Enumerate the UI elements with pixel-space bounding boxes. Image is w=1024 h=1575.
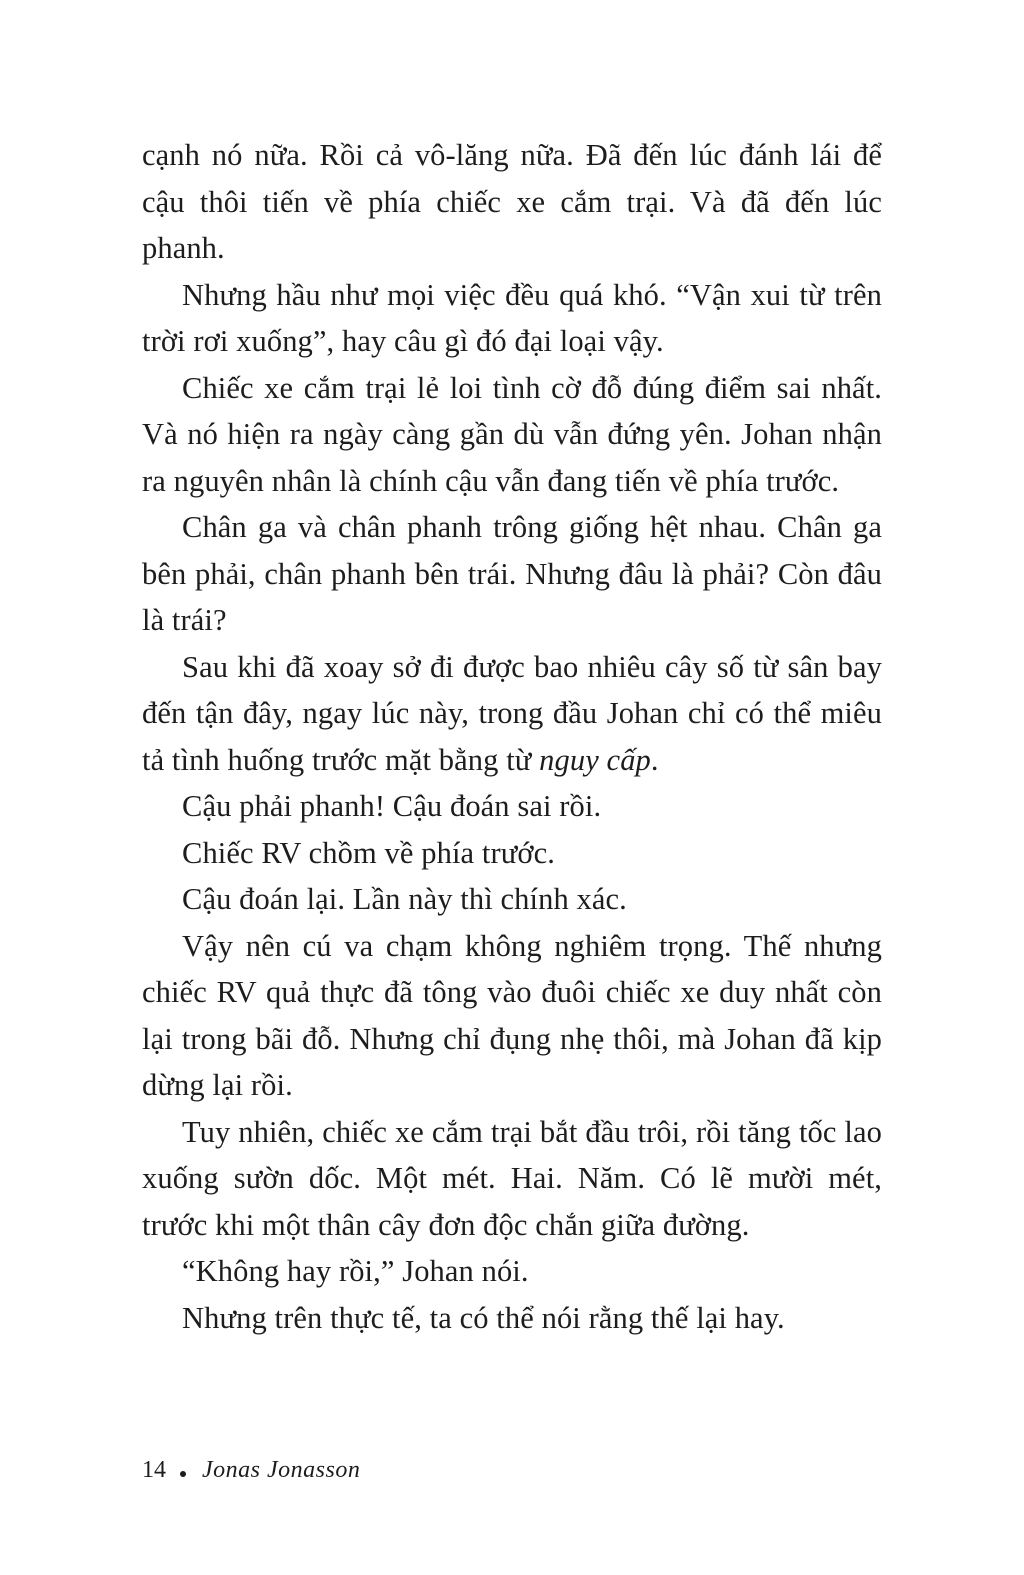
- page-footer: [142, 1452, 360, 1488]
- bullet-separator-icon: [180, 1471, 186, 1477]
- paragraph: Chiếc RV chồm về phía trước.: [182, 835, 555, 870]
- paragraph: Cậu phải phanh! Cậu đoán sai rồi.: [182, 789, 602, 823]
- paragraph: Cậu đoán lại. Lần này thì chính xác.: [182, 882, 627, 916]
- emphasis-text: nguy cấp: [539, 742, 651, 777]
- paragraph: cạnh nó nữa. Rồi cả vô-lăng nữa. Đã đến lúc đánh lái để cậu thôi tiến về phía chiếc xe cắm trại. Và đã đến lúc phanh.: [142, 138, 882, 265]
- paragraph: Vậy nên cú va chạm không nghiêm trọng. Thế nhưng chiếc RV quả thực đã tông vào đuôi chiếc xe duy nhất còn lại trong bãi đỗ. Nhưng chỉ đụng nhẹ thôi, mà Johan đã kịp dừng lại rồi.: [142, 928, 882, 1102]
- paragraph-with-emphasis: [142, 644, 882, 784]
- paragraph: Chiếc xe cắm trại lẻ loi tình cờ đỗ đúng điểm sai nhất. Và nó hiện ra ngày càng gần dù vẫn đứng yên. Johan nhận ra nguyên nhân là chính cậu vẫn đang tiến về phía trước.: [142, 370, 882, 498]
- paragraph: Nhưng trên thực tế, ta có thể nói rằng thế lại hay.: [182, 1300, 785, 1335]
- paragraph-text: .: [650, 742, 659, 777]
- author-name: Jonas Jonasson: [202, 1457, 361, 1483]
- paragraph: “Không hay rồi,” Johan nói.: [182, 1254, 529, 1288]
- paragraph: Tuy nhiên, chiếc xe cắm trại bắt đầu trôi, rồi tăng tốc lao xuống sườn dốc. Một mét. Hai. Năm. Có lẽ mười mét, trước khi một thân cây đơn độc chắn giữa đường.: [142, 1114, 882, 1242]
- paragraph-text: Sau khi đã xoay sở đi được bao nhiêu cây số từ sân bay đến tận đây, ngay lúc này, trong đầu Johan chỉ có thể miêu tả tình huống trước mặt bằng từ: [142, 649, 882, 777]
- page-number: 14: [142, 1457, 166, 1483]
- paragraph: Nhưng hầu như mọi việc đều quá khó. “Vận xui từ trên trời rơi xuống”, hay câu gì đó đại loại vậy.: [142, 277, 882, 358]
- paragraph: Chân ga và chân phanh trông giống hệt nhau. Chân ga bên phải, chân phanh bên trái. Nhưng đâu là phải? Còn đâu là trái?: [142, 510, 882, 637]
- body-text: [142, 132, 882, 1341]
